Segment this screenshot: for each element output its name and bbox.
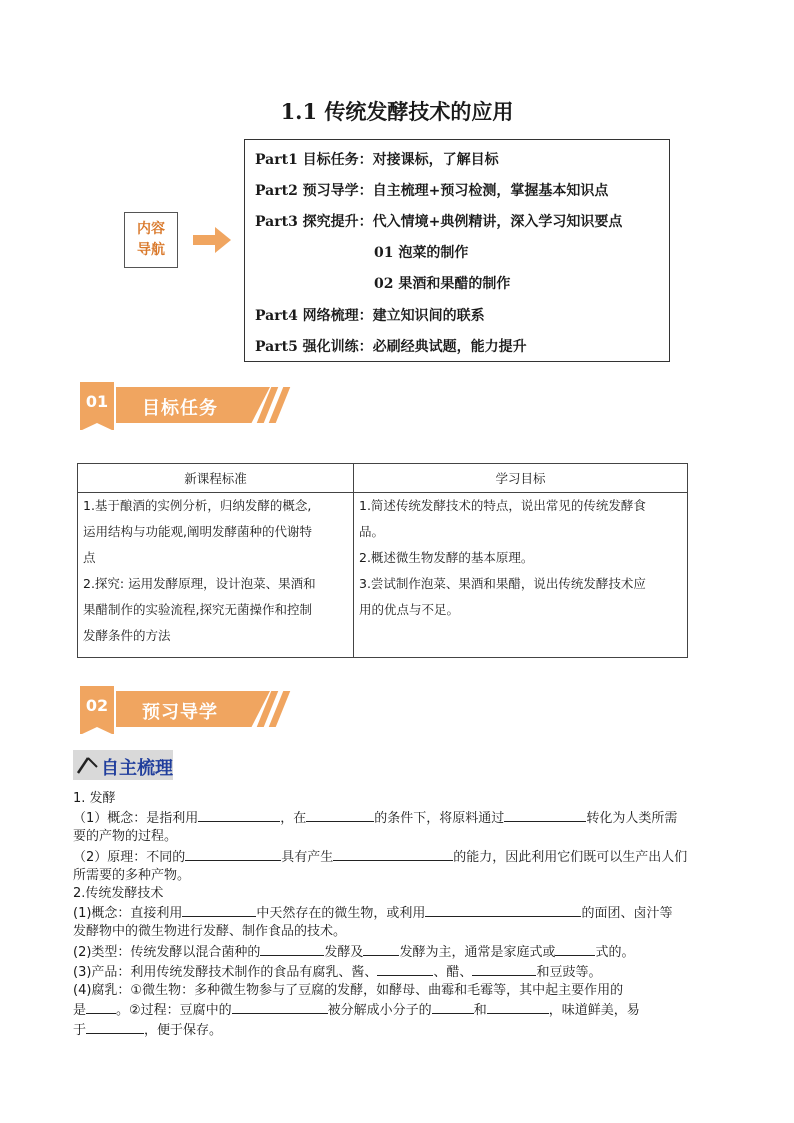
table-header: 新课程标准 bbox=[78, 464, 354, 493]
part-1: Part1 目标任务：对接课标，了解目标 bbox=[255, 152, 499, 168]
table-line: 点 bbox=[83, 550, 96, 565]
table-line: 3.尝试制作泡菜、果酒和果醋，说出传统发酵技术应 bbox=[359, 576, 646, 591]
text-line: (2)类型：传统发酵以混合菌种的 发酵及 发酵为主，通常是家庭式或 式的。 bbox=[73, 942, 723, 962]
text-line: 于 ，便于保存。 bbox=[73, 1020, 723, 1040]
section-number: 02 bbox=[85, 696, 109, 715]
fill-blank[interactable] bbox=[425, 903, 581, 917]
table-line: 用的优点与不足。 bbox=[359, 602, 460, 617]
table-line: 果醋制作的实验流程,探究无菌操作和控制 bbox=[83, 602, 312, 617]
text-line: (1)概念：直接利用 中天然存在的微生物，或利用 的面团、卤汁等 bbox=[73, 903, 723, 923]
table-line: 2.概述微生物发酵的基本原理。 bbox=[359, 550, 534, 565]
fill-blank[interactable] bbox=[432, 1000, 474, 1014]
section-title: 预习导学 bbox=[142, 702, 218, 723]
table-line: 1.简述传统发酵技术的特点，说出常见的传统发酵食 bbox=[359, 498, 646, 513]
fill-blank[interactable] bbox=[198, 808, 280, 822]
table-line: 品。 bbox=[359, 524, 385, 539]
self-review-text: 自主梳理 bbox=[101, 758, 173, 779]
fill-blank[interactable] bbox=[377, 962, 433, 976]
nav-label-line1: 内容 bbox=[137, 221, 165, 237]
fill-blank[interactable] bbox=[306, 808, 374, 822]
table-cell-standards bbox=[78, 493, 354, 658]
fill-blank[interactable] bbox=[86, 1020, 144, 1034]
text-line: 发酵物中的微生物进行发酵、制作食品的技术。 bbox=[73, 924, 347, 940]
page-title: 1.1 传统发酵技术的应用 bbox=[280, 99, 514, 124]
table-line: 运用结构与功能观,阐明发酵菌种的代谢特 bbox=[83, 524, 312, 539]
nav-label-line2: 导航 bbox=[137, 242, 165, 258]
fill-blank[interactable] bbox=[182, 903, 256, 917]
text-line: （1）概念：是指利用 ，在 的条件下，将原料通过 转化为人类所需 bbox=[73, 808, 723, 828]
text-line: 所需要的多种产物。 bbox=[73, 867, 191, 883]
right-arrow-icon bbox=[193, 227, 231, 253]
text-line: 是 。②过程：豆腐中的 被分解成小分子的 和 ，味道鲜美，易 bbox=[73, 1000, 723, 1020]
fill-blank[interactable] bbox=[472, 962, 536, 976]
self-review-label bbox=[73, 750, 173, 780]
table-header: 学习目标 bbox=[354, 464, 688, 493]
section-banner-preview bbox=[80, 686, 292, 734]
part-2: Part2 预习导学：自主梳理+预习检测，掌握基本知识点 bbox=[255, 183, 609, 199]
fill-blank[interactable] bbox=[260, 942, 324, 956]
table-line: 1.基于酿酒的实例分析，归纳发酵的概念, bbox=[83, 498, 312, 513]
table-line: 2.探究: 运用发酵原理，设计泡菜、果酒和 bbox=[83, 576, 316, 591]
fill-blank[interactable] bbox=[504, 808, 586, 822]
table-line: 发酵条件的方法 bbox=[83, 628, 171, 643]
fill-blank[interactable] bbox=[185, 847, 281, 861]
standards-table bbox=[77, 463, 688, 658]
section-number: 01 bbox=[85, 392, 109, 411]
part-5: Part5 强化训练：必刷经典试题，能力提升 bbox=[255, 339, 527, 355]
fill-blank[interactable] bbox=[86, 1000, 116, 1014]
content-nav-label bbox=[124, 212, 178, 268]
parts-box bbox=[244, 139, 670, 362]
heading-fermentation: 1. 发酵 bbox=[73, 791, 116, 806]
text-line: 要的产物的过程。 bbox=[73, 829, 178, 845]
review-content bbox=[73, 790, 723, 1041]
text-line: (4)腐乳：①微生物：多种微生物参与了豆腐的发酵，如酵母、曲霉和毛霉等，其中起主要作用的 bbox=[73, 983, 624, 999]
table-cell-goals bbox=[354, 493, 688, 658]
pencil-icon bbox=[76, 755, 98, 775]
fill-blank[interactable] bbox=[363, 942, 399, 956]
section-banner-goals bbox=[80, 382, 292, 430]
text-line: （2）原理：不同的 具有产生 的能力，因此利用它们既可以生产出人们 bbox=[73, 847, 723, 867]
part-3-sub-1: 01 泡菜的制作 bbox=[374, 245, 469, 261]
text-line: (3)产品：利用传统发酵技术制作的食品有腐乳、酱、 、醋、 和豆豉等。 bbox=[73, 962, 723, 982]
fill-blank[interactable] bbox=[555, 942, 595, 956]
part-3: Part3 探究提升：代入情境+典例精讲，深入学习知识要点 bbox=[255, 214, 623, 230]
section-title: 目标任务 bbox=[142, 398, 218, 419]
part-4: Part4 网络梳理：建立知识间的联系 bbox=[255, 308, 485, 324]
part-3-sub-2: 02 果酒和果醋的制作 bbox=[374, 276, 511, 292]
fill-blank[interactable] bbox=[333, 847, 453, 861]
fill-blank[interactable] bbox=[232, 1000, 328, 1014]
heading-traditional: 2.传统发酵技术 bbox=[73, 886, 164, 902]
fill-blank[interactable] bbox=[487, 1000, 549, 1014]
